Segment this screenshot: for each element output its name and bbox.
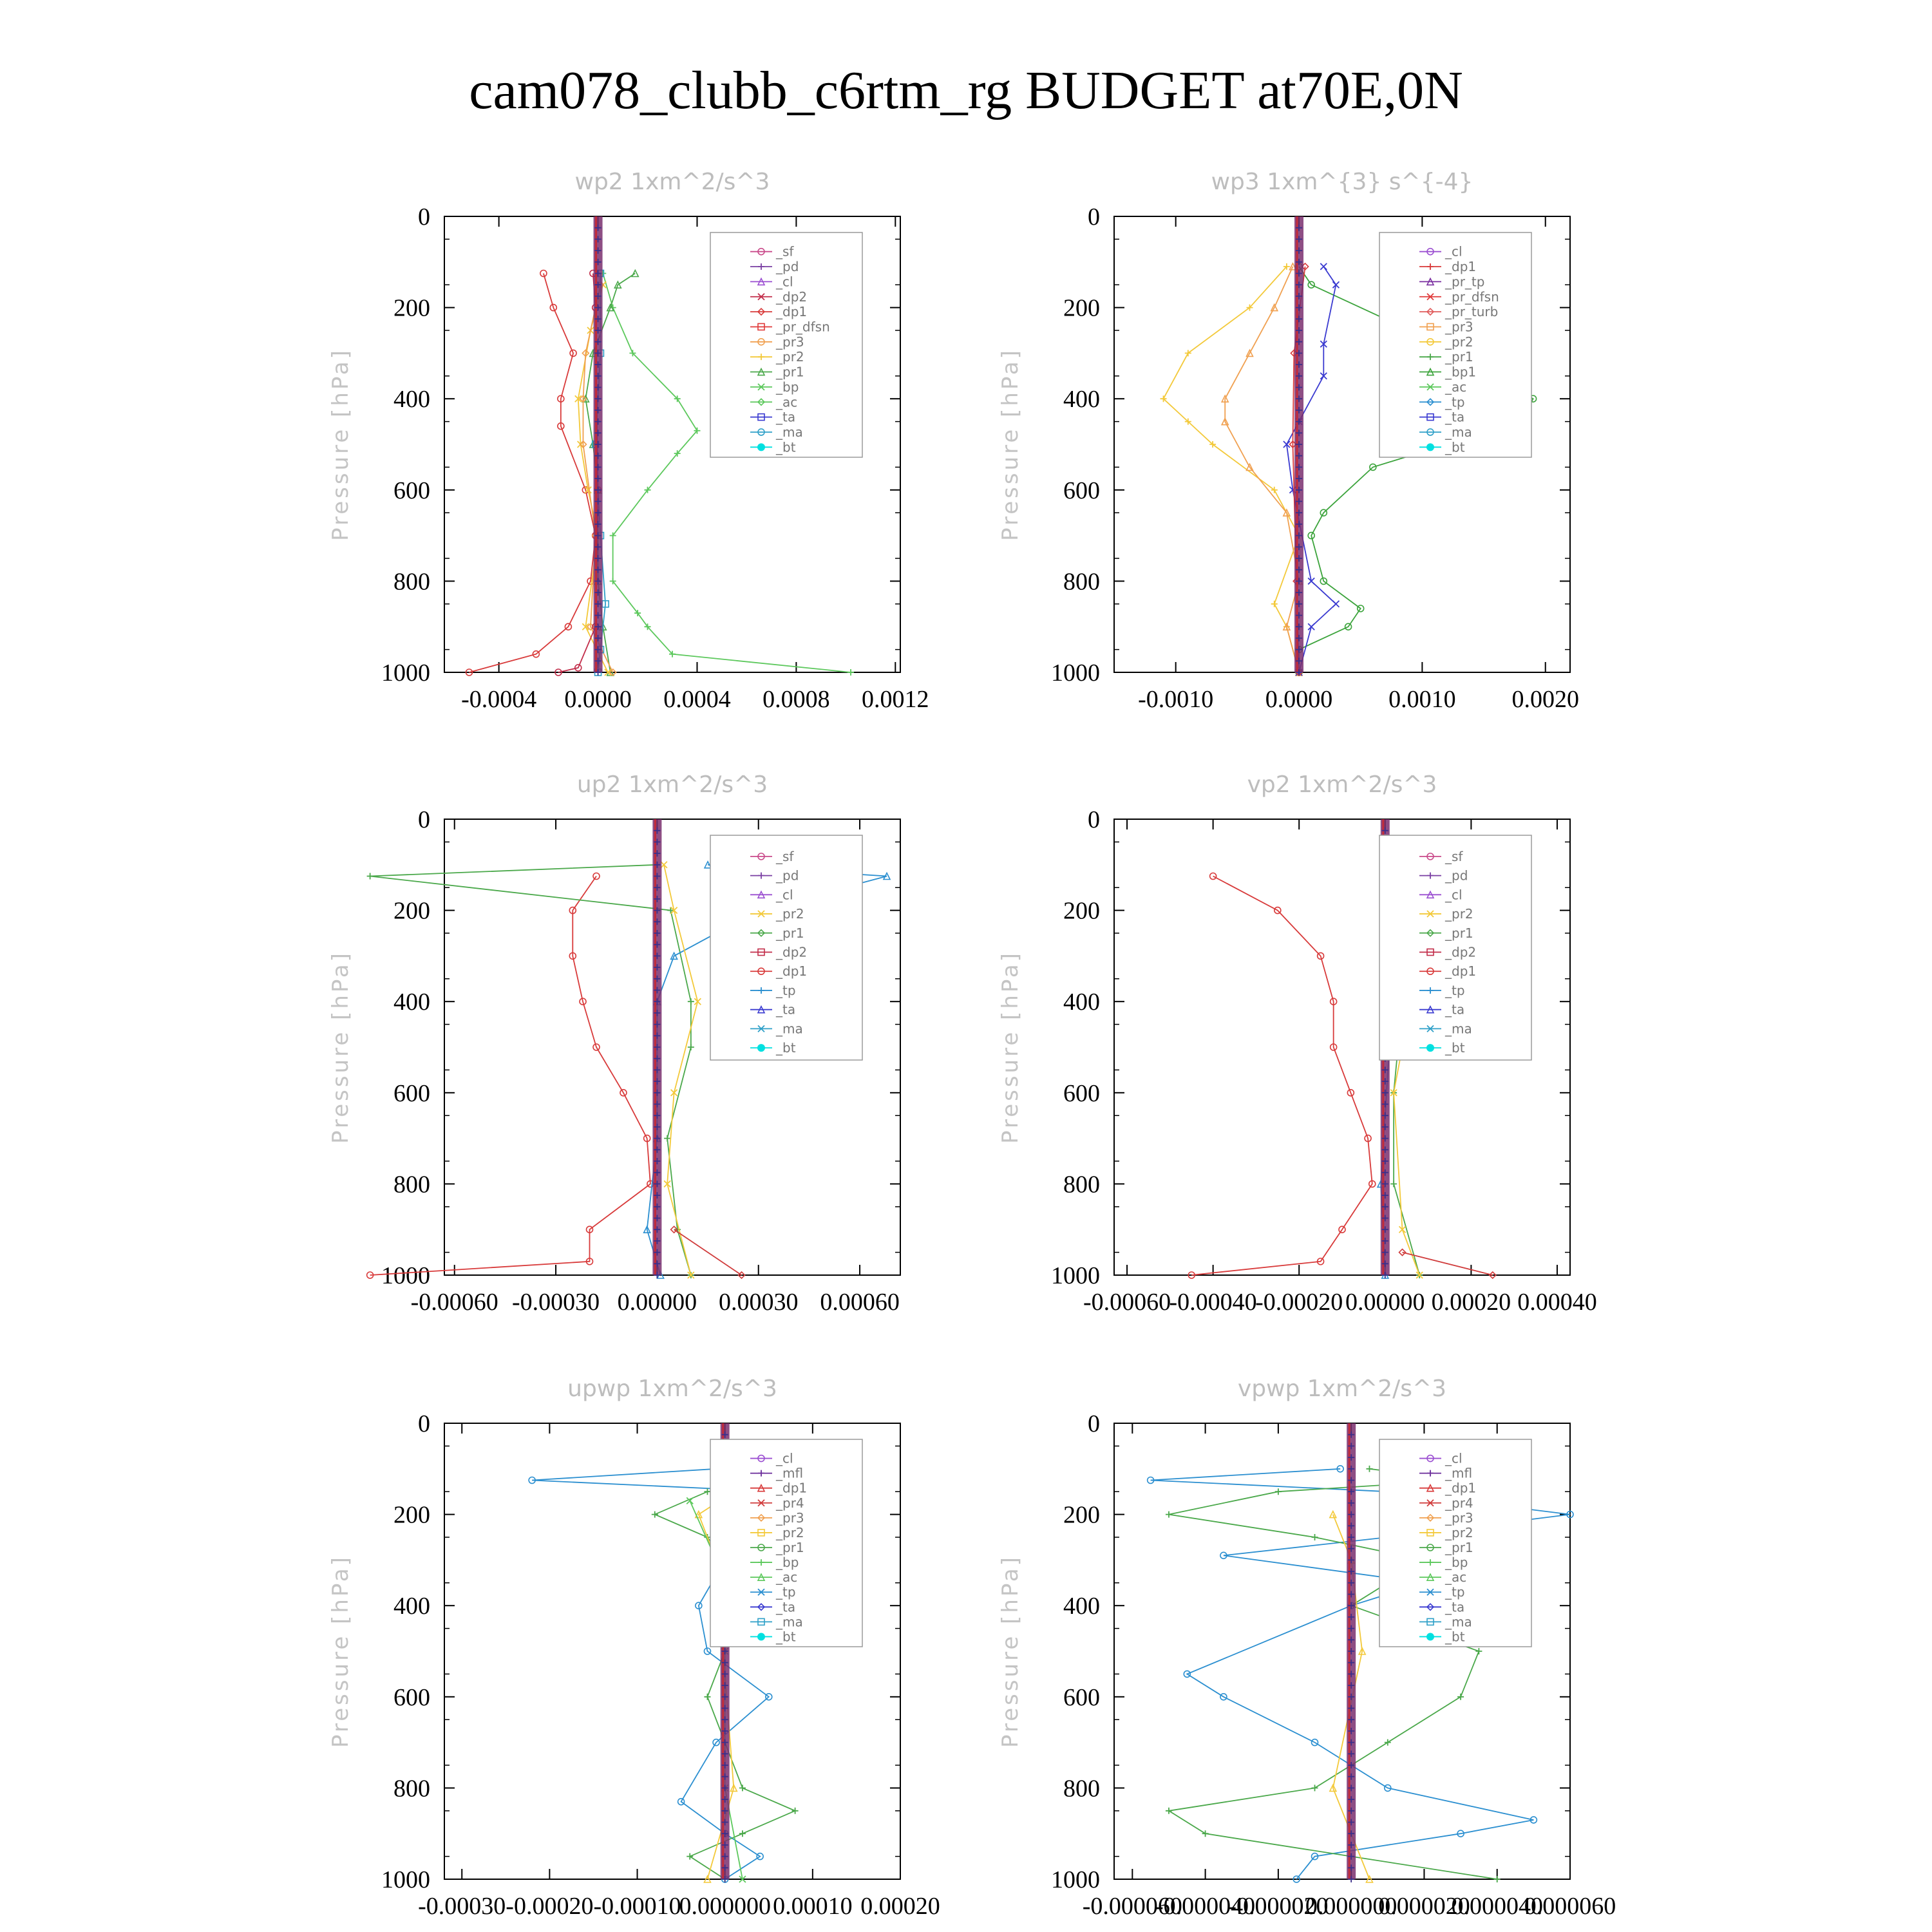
legend-label: _bt <box>776 1040 796 1056</box>
legend-label: _pr2 <box>776 906 804 922</box>
series-point <box>1366 1466 1372 1472</box>
x-tick-label: 0.00000 <box>617 1289 697 1316</box>
legend-label: _bp1 <box>1445 364 1477 380</box>
y-tick-label: 1000 <box>1051 1866 1100 1893</box>
y-tick-label: 600 <box>393 1683 430 1711</box>
legend-label: _dp2 <box>776 289 808 305</box>
legend-label: _mfl <box>1445 1465 1473 1481</box>
series-point <box>1320 263 1327 270</box>
legend-label: _bt <box>1445 439 1465 455</box>
legend-label: _dp1 <box>1445 1480 1477 1496</box>
x-tick-label: 0.00020 <box>860 1893 940 1920</box>
x-tick-label: -0.00020 <box>1255 1289 1343 1316</box>
legend-label: _pr2 <box>776 1524 804 1540</box>
y-tick-label: 1000 <box>381 659 430 687</box>
x-tick-label: 0.0008 <box>762 686 830 713</box>
legend-label: _ac <box>1445 1569 1467 1586</box>
x-tick-label: -0.00020 <box>506 1893 594 1920</box>
legend-label: _bt <box>776 1629 796 1645</box>
legend-label: _pr2 <box>776 349 804 365</box>
y-tick-label: 200 <box>1063 1501 1100 1529</box>
legend-marker <box>757 443 765 451</box>
series-line-pr2 <box>578 285 608 672</box>
y-tick-label: 200 <box>393 897 430 925</box>
series-line-pr3 <box>1225 267 1299 672</box>
y-axis-label: Pressure [hPa] <box>328 1555 354 1748</box>
legend-label: _sf <box>776 848 794 864</box>
chart-title: vp2 1xm^2/s^3 <box>1247 772 1437 798</box>
chart-panel-2 <box>998 169 1579 713</box>
legend-label: _sf <box>776 243 794 260</box>
series-point <box>1312 1534 1318 1540</box>
series-line-pr2 <box>1164 267 1299 672</box>
y-tick-label: 800 <box>1063 1775 1100 1803</box>
chart-panel-3 <box>328 772 900 1316</box>
y-tick-label: 600 <box>1063 477 1100 504</box>
y-axis-label: Pressure [hPa] <box>328 951 354 1144</box>
x-tick-label: 0.00020 <box>1431 1289 1511 1316</box>
series-point <box>1457 1694 1464 1700</box>
x-tick-label: -0.000020 <box>1228 1893 1329 1920</box>
y-tick-label: 0 <box>1088 204 1100 231</box>
legend-marker <box>757 1633 765 1640</box>
legend-marker <box>1426 443 1434 451</box>
series-point <box>1271 601 1278 607</box>
legend-label: _pr2 <box>1445 1524 1473 1540</box>
legend-label: _dp1 <box>1445 259 1477 275</box>
x-tick-label: 0.000000 <box>679 1893 771 1920</box>
legend-label: _cl <box>776 1450 793 1466</box>
series-line-dp1 <box>469 274 595 673</box>
series-point <box>739 1785 746 1791</box>
x-tick-label: -0.00010 <box>593 1893 681 1920</box>
chart-panel-5 <box>328 1376 940 1920</box>
x-tick-label: 0.000020 <box>1378 1893 1470 1920</box>
legend-label: _ma <box>776 424 803 440</box>
legend-label: _pr_turb <box>1445 304 1499 320</box>
legend-label: _pr1 <box>776 1540 804 1555</box>
chart-panel-1 <box>328 169 929 713</box>
x-tick-label: -0.0004 <box>461 686 537 713</box>
legend-label: _pr3 <box>776 334 804 350</box>
legend-label: _dp1 <box>776 1480 808 1496</box>
series-point <box>1332 601 1339 607</box>
y-tick-label: 1000 <box>381 1262 430 1289</box>
legend-label: _tp <box>1445 394 1465 410</box>
y-tick-label: 400 <box>1063 989 1100 1016</box>
y-tick-label: 400 <box>1063 1593 1100 1620</box>
legend-label: _tp <box>776 1584 796 1600</box>
legend-marker <box>1426 1044 1434 1052</box>
x-tick-label: 0.0000 <box>1265 686 1333 713</box>
x-tick-label: 0.000040 <box>1451 1893 1543 1920</box>
legend-label: _tp <box>1445 982 1465 998</box>
legend-label: _pr1 <box>776 925 804 941</box>
series-line-dp1 <box>370 876 650 1276</box>
x-tick-label: -0.00040 <box>1169 1289 1257 1316</box>
chart-title: vpwp 1xm^2/s^3 <box>1237 1376 1447 1402</box>
legend-label: _cl <box>1445 1450 1463 1466</box>
series-point <box>1166 1511 1172 1518</box>
legend-label: _cl <box>1445 243 1463 260</box>
page-title: cam078_clubb_c6rtm_rg BUDGET at70E,0N <box>469 61 1463 120</box>
y-tick-label: 800 <box>1063 1171 1100 1198</box>
series-point <box>1275 1488 1282 1495</box>
x-tick-label: -0.000040 <box>1155 1893 1256 1920</box>
legend-label: _ta <box>1445 409 1465 425</box>
legend-label: _dp1 <box>776 304 808 320</box>
y-tick-label: 0 <box>418 1410 430 1437</box>
legend-label: _pr4 <box>1445 1495 1473 1511</box>
legend-label: _cl <box>776 274 793 290</box>
y-tick-label: 400 <box>393 1593 430 1620</box>
legend-label: _pr1 <box>776 364 804 380</box>
legend-label: _pr4 <box>776 1495 804 1511</box>
legend-label: _ma <box>776 1614 803 1630</box>
y-tick-label: 400 <box>393 386 430 413</box>
chart-panel-4 <box>998 772 1597 1316</box>
y-tick-label: 800 <box>393 1171 430 1198</box>
legend-label: _ac <box>1445 379 1467 395</box>
legend-label: _pd <box>776 867 799 884</box>
x-tick-label: -0.00060 <box>410 1289 498 1316</box>
series-point <box>1385 1739 1391 1746</box>
legend-label: _ta <box>776 409 796 425</box>
y-tick-label: 400 <box>393 989 430 1016</box>
x-tick-label: 0.000060 <box>1524 1893 1616 1920</box>
legend-label: _bp <box>776 379 799 395</box>
y-tick-label: 0 <box>1088 806 1100 833</box>
x-tick-label: -0.0010 <box>1138 686 1214 713</box>
y-tick-label: 800 <box>393 1775 430 1803</box>
series-point <box>1202 1830 1209 1837</box>
chart-title: wp2 1xm^2/s^3 <box>574 169 770 195</box>
legend-label: _pr1 <box>1445 1540 1473 1555</box>
legend-label: _pr3 <box>776 1510 804 1526</box>
y-tick-label: 800 <box>1063 568 1100 596</box>
series-line-pr2 <box>664 865 697 1275</box>
legend-label: _pr1 <box>1445 925 1473 941</box>
series-point <box>792 1808 799 1814</box>
legend-label: _ta <box>1445 1599 1465 1615</box>
x-tick-label: 0.00040 <box>1517 1289 1597 1316</box>
x-tick-label: -0.000060 <box>1082 1893 1182 1920</box>
legend-label: _bt <box>1445 1040 1465 1056</box>
y-tick-label: 1000 <box>1051 659 1100 687</box>
x-tick-label: 0.000000 <box>1305 1893 1397 1920</box>
x-tick-label: 0.0012 <box>862 686 929 713</box>
legend-label: _bt <box>776 439 796 455</box>
legend-label: _mfl <box>776 1465 804 1481</box>
legend-label: _dp2 <box>776 944 808 960</box>
legend-label: _tp <box>776 982 796 998</box>
legend-label: _sf <box>1445 848 1463 864</box>
y-tick-label: 600 <box>393 477 430 504</box>
legend-label: _ma <box>1445 424 1472 440</box>
y-tick-label: 200 <box>1063 294 1100 322</box>
y-tick-label: 0 <box>418 204 430 231</box>
x-tick-label: 0.00010 <box>773 1893 853 1920</box>
y-axis-label: Pressure [hPa] <box>328 348 354 541</box>
x-tick-label: 0.0000 <box>564 686 632 713</box>
y-axis-label: Pressure [hPa] <box>998 951 1023 1144</box>
series-point <box>1312 1785 1318 1791</box>
legend-label: _ma <box>776 1021 803 1037</box>
series-point <box>652 1511 658 1518</box>
y-axis-label: Pressure [hPa] <box>998 348 1023 541</box>
series-point <box>1166 1808 1172 1814</box>
legend-marker <box>757 1044 765 1052</box>
chart-title: up2 1xm^2/s^3 <box>576 772 768 798</box>
legend-label: _pd <box>1445 867 1468 884</box>
series-point <box>687 1853 693 1860</box>
series-point <box>1390 1180 1397 1187</box>
legend-label: _pr_dfsn <box>1445 289 1499 305</box>
chart-title: wp3 1xm^{3} s^{-4} <box>1211 169 1473 195</box>
x-tick-label: -0.00060 <box>1083 1289 1171 1316</box>
chart-panel-6 <box>998 1376 1616 1920</box>
legend-marker <box>1426 1633 1434 1640</box>
x-tick-label: 0.00030 <box>718 1289 799 1316</box>
y-tick-label: 1000 <box>381 1866 430 1893</box>
series-point <box>664 1135 670 1142</box>
series-point <box>704 1694 710 1700</box>
y-tick-label: 600 <box>393 1079 430 1107</box>
series-point <box>367 873 374 880</box>
legend-label: _ta <box>776 1001 796 1018</box>
legend-label: _dp2 <box>1445 944 1477 960</box>
y-tick-label: 1000 <box>1051 1262 1100 1289</box>
series-point <box>739 1830 746 1837</box>
legend-label: _pr_tp <box>1445 274 1485 290</box>
series-line-dp1 <box>1191 876 1372 1276</box>
series-point <box>1475 1648 1482 1654</box>
legend-label: _ma <box>1445 1614 1472 1630</box>
legend-label: _pr3 <box>1445 1510 1473 1526</box>
legend-label: _ac <box>776 1569 798 1586</box>
y-axis-label: Pressure [hPa] <box>998 1555 1023 1748</box>
x-tick-label: -0.00030 <box>418 1893 506 1920</box>
x-tick-label: 0.0010 <box>1388 686 1456 713</box>
series-point <box>1494 1876 1501 1882</box>
legend-label: _pr2 <box>1445 334 1473 350</box>
x-tick-label: 0.0020 <box>1511 686 1579 713</box>
x-tick-label: -0.00030 <box>511 1289 600 1316</box>
legend-label: _bp <box>776 1555 799 1571</box>
legend-label: _cl <box>1445 887 1463 903</box>
series-line-pr1 <box>370 865 691 1275</box>
legend-label: _ma <box>1445 1021 1472 1037</box>
legend-label: _bp <box>1445 1555 1468 1571</box>
series-point <box>667 907 674 914</box>
y-tick-label: 400 <box>1063 386 1100 413</box>
y-tick-label: 600 <box>1063 1683 1100 1711</box>
legend-label: _dp1 <box>776 963 808 980</box>
y-tick-label: 800 <box>393 568 430 596</box>
series-point <box>1308 623 1314 630</box>
legend-label: _dp1 <box>1445 963 1477 980</box>
y-tick-label: 200 <box>393 294 430 322</box>
series-point <box>848 669 854 676</box>
legend-label: _cl <box>776 887 793 903</box>
legend-label: _ac <box>776 394 798 410</box>
y-tick-label: 200 <box>1063 897 1100 925</box>
series-point <box>688 998 694 1005</box>
series-point <box>688 1044 694 1050</box>
legend-label: _pr3 <box>1445 319 1473 335</box>
legend-label: _pd <box>776 259 799 275</box>
y-tick-label: 0 <box>1088 1410 1100 1437</box>
x-tick-label: 0.00000 <box>1345 1289 1425 1316</box>
chart-title: upwp 1xm^2/s^3 <box>567 1376 777 1402</box>
legend-label: _pr1 <box>1445 349 1473 365</box>
legend-label: _ta <box>1445 1001 1465 1018</box>
legend-label: _ta <box>776 1599 796 1615</box>
y-tick-label: 600 <box>1063 1079 1100 1107</box>
series-point <box>704 1488 710 1495</box>
y-tick-label: 0 <box>418 806 430 833</box>
x-tick-label: 0.0004 <box>663 686 731 713</box>
y-tick-label: 200 <box>393 1501 430 1529</box>
legend-label: _pr_dfsn <box>776 319 830 335</box>
legend-label: _bt <box>1445 1629 1465 1645</box>
x-tick-label: 0.00060 <box>820 1289 900 1316</box>
legend-label: _tp <box>1445 1584 1465 1600</box>
legend-label: _pr2 <box>1445 906 1473 922</box>
